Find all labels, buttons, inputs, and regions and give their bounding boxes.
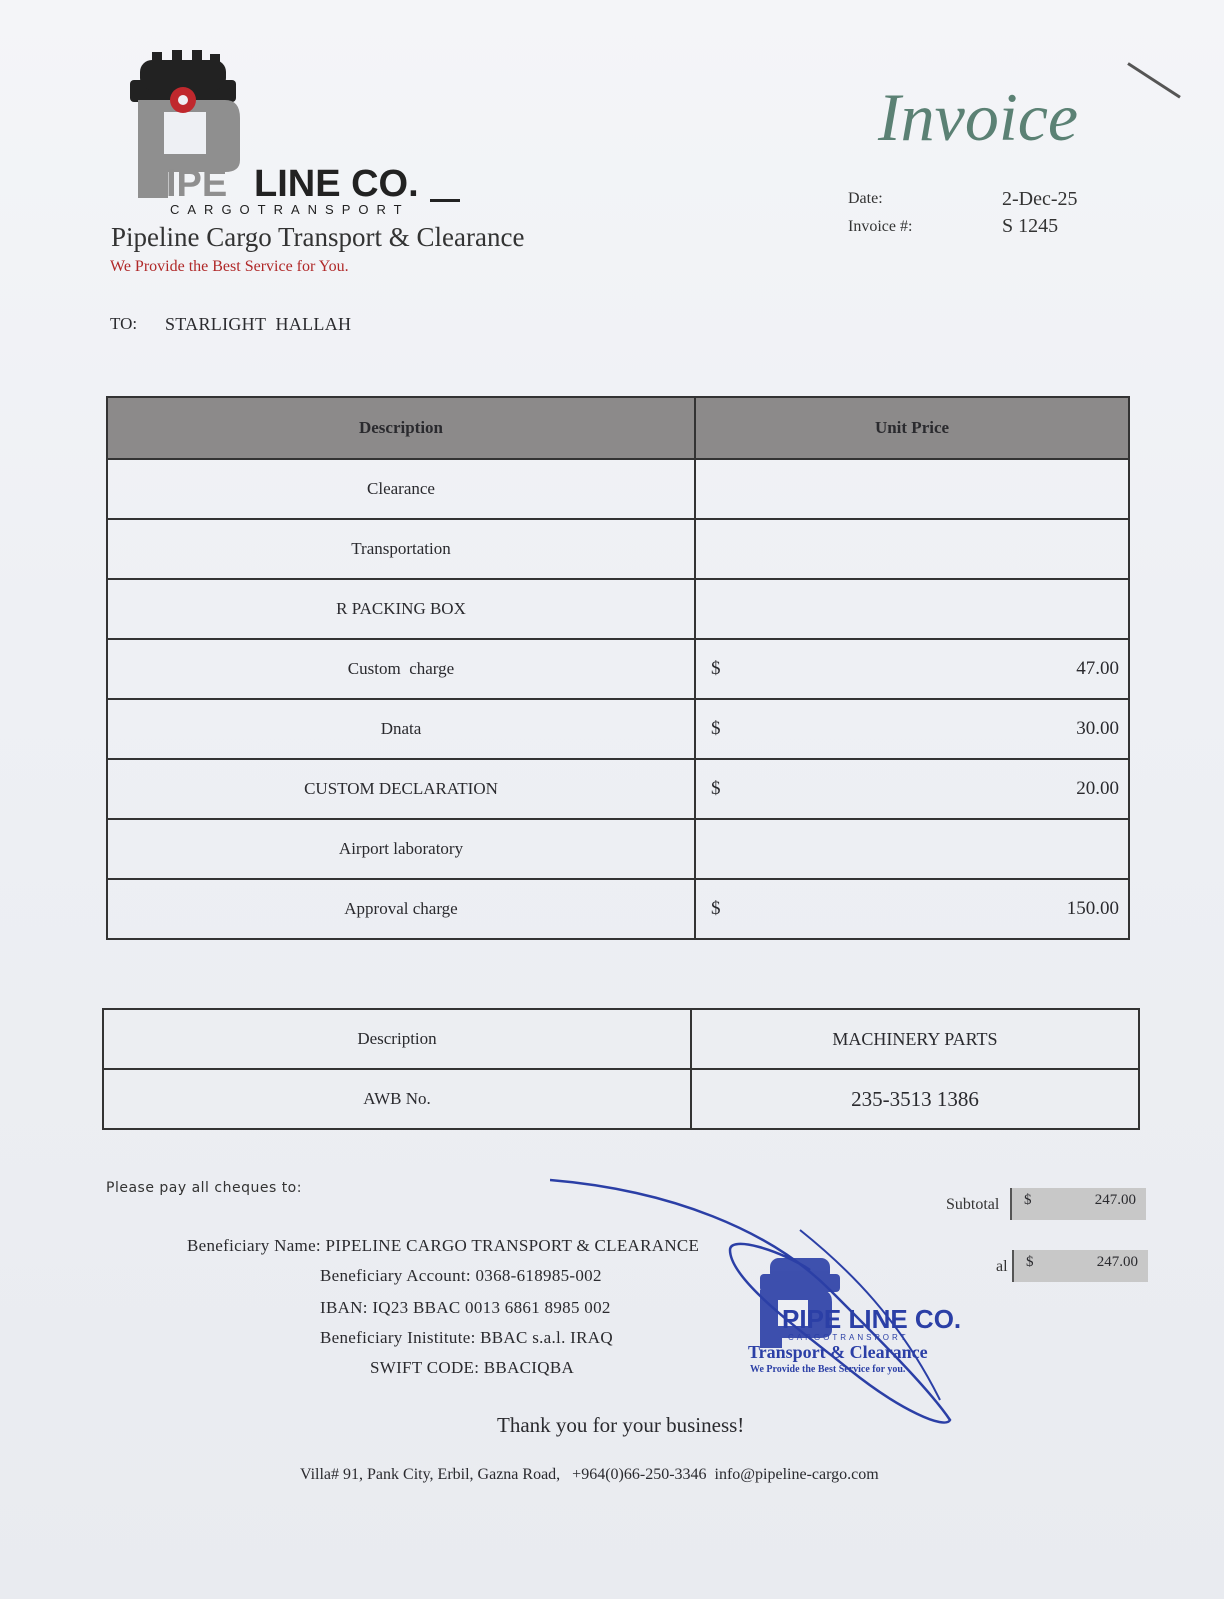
shipment-label: Description (103, 1009, 691, 1069)
to-label: TO: (110, 314, 138, 333)
charge-price (695, 459, 1129, 519)
charge-amount: 20.00 (1076, 778, 1119, 799)
shipment-row (103, 1009, 1139, 1069)
header-unit-price: Unit Price (695, 397, 1129, 459)
shipment-row (103, 1069, 1139, 1129)
date-label: Date: (848, 190, 883, 207)
company-logo (130, 50, 475, 235)
stamp-name: PIPE LINE CO. (782, 1304, 962, 1334)
beneficiary-institute: Beneficiary Inistitute: BBAC s.a.l. IRAQ (320, 1328, 613, 1347)
subtotal-box (1010, 1188, 1146, 1220)
charge-row (107, 759, 1129, 819)
shipment-value: 235-3513 1386 (691, 1069, 1139, 1129)
iban: IBAN: IQ23 BBAC 0013 6861 8985 002 (320, 1298, 611, 1317)
logo-wordmark-ipe: IPE (166, 163, 228, 205)
swift-code: SWIFT CODE: BBACIQBA (370, 1358, 575, 1377)
thank-you-note: Thank you for your business! (497, 1413, 745, 1437)
company-footer: Villa# 91, Pank City, Erbil, Gazna Road, +964(0)66-250-3346 info@pipeline-cargo.com (300, 1466, 879, 1483)
total-label: al (996, 1258, 1008, 1275)
shipment-label: AWB No. (103, 1069, 691, 1129)
charge-amount: 30.00 (1076, 718, 1119, 739)
signature (550, 1170, 990, 1450)
charge-row (107, 639, 1129, 699)
invoice-number-label: Invoice #: (848, 218, 913, 235)
charge-description: Approval charge (107, 879, 695, 939)
logo-subline: CARGOTRANSPORT (170, 202, 410, 217)
total-currency: $ (1026, 1254, 1034, 1270)
charge-price (695, 759, 1129, 819)
subtotal-currency: $ (1024, 1192, 1032, 1208)
charge-row (107, 819, 1129, 879)
charge-row (107, 579, 1129, 639)
charges-table (106, 396, 1130, 940)
charge-description: CUSTOM DECLARATION (107, 759, 695, 819)
charge-currency: $ (711, 778, 721, 799)
invoice-number-value: S 1245 (1002, 215, 1059, 237)
beneficiary-account: Beneficiary Account: 0368-618985-002 (320, 1266, 602, 1285)
charge-row (107, 879, 1129, 939)
charge-currency: $ (711, 718, 721, 739)
payment-instruction: Please pay all cheques to: (106, 1180, 302, 1196)
invoice-title: Invoice (878, 79, 1079, 155)
shipment-table (102, 1008, 1140, 1130)
charge-price (695, 579, 1129, 639)
charge-description: R PACKING BOX (107, 579, 695, 639)
charge-description: Clearance (107, 459, 695, 519)
logo-wordmark-line: LINE CO. (254, 163, 419, 205)
charge-description: Dnata (107, 699, 695, 759)
charge-price (695, 879, 1129, 939)
pen-mark (1127, 62, 1181, 98)
charge-currency: $ (711, 658, 721, 679)
charges-header-row (107, 397, 1129, 459)
charge-description: Airport laboratory (107, 819, 695, 879)
charge-description: Transportation (107, 519, 695, 579)
charge-price (695, 639, 1129, 699)
recipient-name: STARLIGHT HALLAH (165, 314, 352, 334)
date-value: 2-Dec-25 (1002, 188, 1078, 210)
total-value: 247.00 (1096, 1254, 1138, 1270)
charge-row (107, 699, 1129, 759)
shipment-value: MACHINERY PARTS (691, 1009, 1139, 1069)
company-tagline: We Provide the Best Service for You. (110, 258, 349, 275)
charge-currency: $ (711, 898, 721, 919)
stamp-line2: We Provide the Best Service for you. (750, 1364, 906, 1375)
charge-price (695, 699, 1129, 759)
charge-row (107, 459, 1129, 519)
charge-price (695, 519, 1129, 579)
charge-price (695, 819, 1129, 879)
beneficiary-name: Beneficiary Name: PIPELINE CARGO TRANSPORT & CLEARANCE (187, 1236, 700, 1255)
stamp-subline: CARGOTRANSPORT (788, 1333, 909, 1342)
company-name: Pipeline Cargo Transport & Clearance (111, 222, 525, 252)
charge-amount: 47.00 (1076, 658, 1119, 679)
subtotal-label: Subtotal (946, 1196, 1000, 1213)
charge-description: Custom charge (107, 639, 695, 699)
total-box (1012, 1250, 1148, 1282)
stamp-line1: Transport & Clearance (748, 1342, 928, 1362)
charge-amount: 150.00 (1066, 898, 1119, 919)
subtotal-value: 247.00 (1094, 1192, 1136, 1208)
charge-row (107, 519, 1129, 579)
header-description: Description (107, 397, 695, 459)
